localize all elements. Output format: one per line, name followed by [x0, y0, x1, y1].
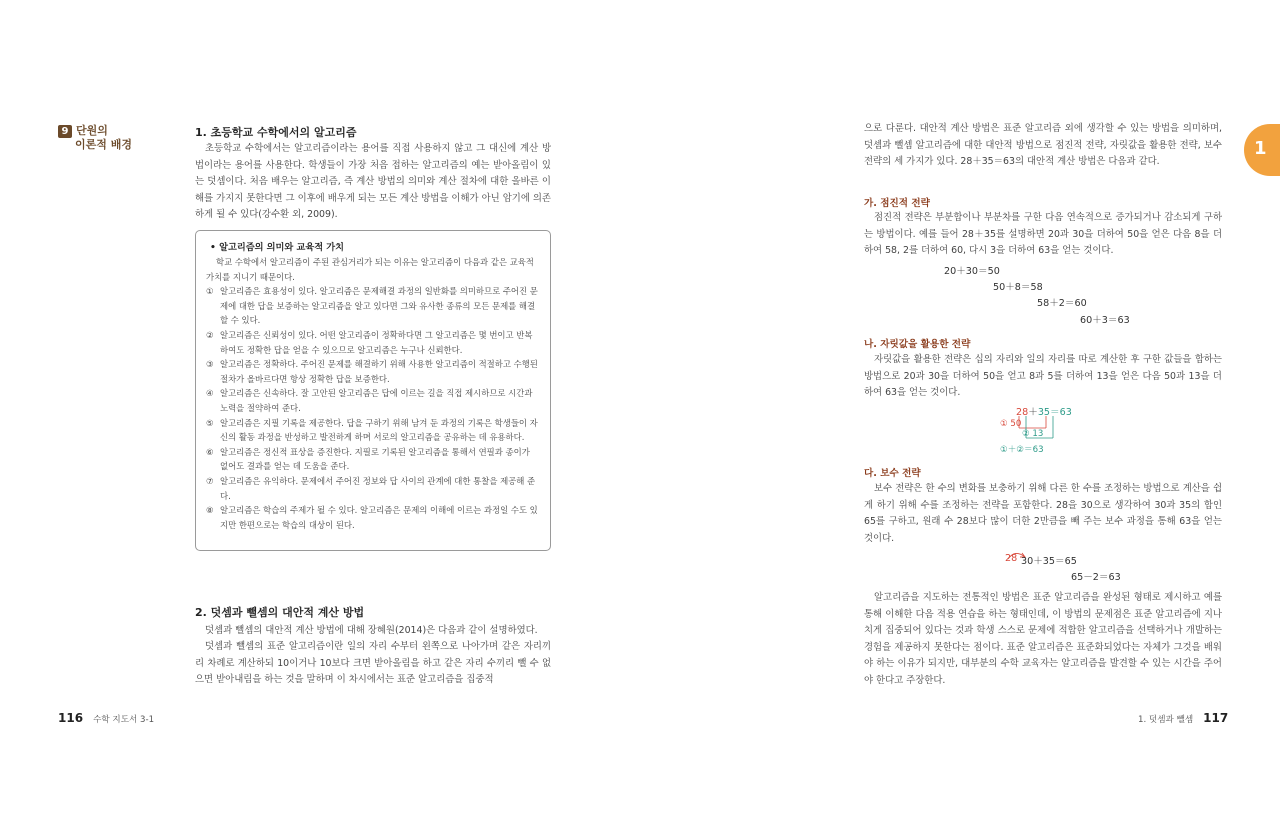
strategy-c-body: 보수 전략은 한 수의 변화를 보충하기 위해 다른 한 수를 조정하는 방법으로 계산을 쉽게 하기 위해 수를 조정하는 전략을 포함한다. 28을 30으로 생각하여 30과 35의 합인 65를 구하고, 원래 수 28보다 많이 더한 2만큼을 빼 주는 보수 과정을 통해 63을 얻는 것이다. — [864, 483, 1222, 544]
left-footer — [58, 711, 154, 725]
page-number-left: 116 — [58, 711, 84, 725]
box-item-number: ③ — [206, 359, 214, 370]
section-1-body: 초등학교 수학에서는 알고리즘이라는 용어를 직접 사용하지 않고 그 대신에 계산 방법이라는 용어를 사용한다. 학생들이 가장 처음 접하는 알고리즘의 예는 받아올림이 있는 덧셈이다. 처음 배우는 알고리즘, 즉 계산 방법의 의미와 계산 절차에 대한 올바른 이해를 가지지 못한다면 그 이후에 배우게 되는 모든 계산 방법을 이해가 아닌 암기에 의존하게 될 수 있다(강수환 외, 2009). — [195, 143, 551, 220]
box-item-number: ⑧ — [206, 505, 214, 516]
chapter-title: 1. 덧셈과 뺄셈 — [1138, 715, 1194, 725]
unit-badge-title-2: 이론적 배경 — [75, 138, 132, 151]
box-item-text: 알고리즘은 정신적 표상을 증진한다. 지필로 기록된 알고리즘을 통해서 연필과 종이가 없어도 결과를 얻는 데 도움을 준다. — [220, 446, 530, 472]
diagram-num-35: 35 — [1037, 407, 1051, 418]
box-item-number: ① — [206, 286, 214, 297]
box-item — [206, 357, 540, 386]
box-intro: 학교 수학에서 알고리즘이 주된 관심거리가 되는 이유는 알고리즘이 다음과 같은 교육적 가치를 지니기 때문이다. — [206, 257, 534, 282]
box-item — [206, 445, 540, 474]
diagram-partial-2: ② 13 — [1022, 429, 1044, 439]
section-2-p1: 덧셈과 뺄셈의 대안적 계산 방법에 대해 장혜원(2014)은 다음과 같이 설명하였다. — [205, 625, 538, 636]
book-title: 수학 지도서 3-1 — [93, 715, 155, 725]
strategy-c-title: 다. 보수 전략 — [864, 468, 921, 479]
section-2-p2: 덧셈과 뺄셈의 표준 알고리즘이란 일의 자리 수부터 왼쪽으로 나아가며 같은 자리끼리 차례로 계산하되 10이거나 10보다 크면 받아올림을 하고 같은 자리 수끼리 뺄 수 없으면 받아내림을 하는 것을 말하며 이 차시에서는 표준 알고리즘을 집중적 — [195, 641, 551, 685]
strategy-a-body: 점진적 전략은 부분합이나 부분차를 구한 다음 연속적으로 증가되거나 감소되게 구하는 방법이다. 예를 들어 28＋35를 설명하면 20과 30을 더하여 50을 얻은 다음 8을 더하여 58, 2를 더하여 60, 다시 3을 더하여 63을 얻는 것이다. — [864, 212, 1222, 256]
unit-badge-number: 9 — [58, 125, 72, 138]
diagram-partial-1: ① 50 — [1000, 419, 1022, 429]
equation-a1: 20＋30＝50 — [944, 266, 1000, 277]
box-item-number: ⑥ — [206, 446, 214, 457]
box-item — [206, 474, 540, 503]
section-1-title: 1. 초등학교 수학에서의 알고리즘 — [195, 126, 357, 139]
chapter-tab-number: 1 — [1254, 138, 1267, 159]
box-item — [206, 503, 540, 532]
equation-a3: 58＋2＝60 — [1037, 298, 1087, 309]
box-items — [206, 284, 540, 532]
algorithm-value-box — [195, 230, 551, 551]
diagram-plus: ＋ — [1028, 407, 1038, 418]
box-item — [206, 386, 540, 415]
box-item-text: 알고리즘은 신뢰성이 있다. 어떤 알고리즘이 정확하다면 그 알고리즘은 몇 번이고 반복하여도 정확한 답을 얻을 수 있으므로 알고리즘은 누구나 신뢰한다. — [220, 329, 533, 355]
intro-paragraph: 으로 다룬다. 대안적 계산 방법은 표준 알고리즘 외에 생각할 수 있는 방법을 의미하며, 덧셈과 뺄셈 알고리즘에 대한 대안적 방법으로 점진적 전략, 자릿값을 활용한 전략, 보수 전략의 세 가지가 있다. 28＋35＝63의 대안적 계산 방법은 다음과 같다. — [864, 123, 1222, 167]
box-item-text: 알고리즘은 유익하다. 문제에서 주어진 정보와 답 사이의 관계에 대한 통찰을 제공해 준다. — [220, 475, 536, 501]
box-item-text: 알고리즘은 정확하다. 주어진 문제를 해결하기 위해 사용한 알고리즘이 적절하고 수행된 절차가 올바르다면 항상 정확한 답을 보증한다. — [220, 359, 538, 384]
box-item-number: ④ — [206, 388, 214, 399]
diagram-sum: ①＋②＝63 — [1000, 445, 1044, 455]
diagram-result: ＝63 — [1050, 407, 1072, 418]
unit-badge — [58, 124, 168, 152]
box-item-text: 알고리즘은 효용성이 있다. 알고리즘은 문제해결 과정의 일반화를 의미하므로 주어진 문제에 대한 답을 보증하는 알고리즘을 알고 있다면 그와 유사한 종류의 모든 문제를 해결할 수 있다. — [220, 286, 538, 326]
equation-a4: 60＋3＝63 — [1080, 315, 1130, 326]
unit-badge-title-1: 단원의 — [76, 124, 108, 137]
complement-adjusted: 30＋35＝65 — [1021, 556, 1077, 567]
closing-paragraph: 알고리즘을 지도하는 전통적인 방법은 표준 알고리즘을 완성된 형태로 제시하고 예를 통해 이해한 다음 적용 연습을 하는 형태인데, 이 방법의 문제점은 표준 알고리즘에 지나치게 집중되어 있다는 것과 학생 스스로 문제에 적합한 알고리즘을 선택하거나 개발하는 경험을 제공하지 못한다는 점이다. 표준 알고리즘은 표준화되었다는 자체가 그것을 배워야 하는 이유가 되지만, 대부분의 수학 교육자는 알고리즘을 발견할 수 있는 시간을 주어야 한다고 주장한다. — [864, 592, 1222, 686]
box-item-number: ⑦ — [206, 475, 214, 486]
box-item-text: 알고리즘은 신속하다. 잘 고안된 알고리즘은 답에 이르는 길을 직접 제시하므로 시간과 노력을 절약하여 준다. — [220, 388, 533, 413]
place-value-diagram — [998, 404, 1088, 456]
section-2-title: 2. 덧셈과 뺄셈의 대안적 계산 방법 — [195, 606, 365, 619]
box-item-text: 알고리즘은 학습의 주제가 될 수 있다. 알고리즘은 문제의 이해에 이르는 과정일 수도 있지만 한편으로는 학습의 대상이 된다. — [220, 505, 538, 530]
page-number-right: 117 — [1203, 711, 1229, 725]
box-item-number: ⑤ — [206, 417, 214, 428]
box-item-number: ② — [206, 329, 214, 340]
box-item — [206, 284, 540, 328]
complement-original: 28 — [1005, 553, 1018, 564]
box-item-text: 알고리즘은 지필 기록을 제공한다. 답을 구하기 위해 남겨 둔 과정의 기록은 학생들이 자신의 활동 과정을 반성하고 발전하게 하며 서로의 알고리즘을 공유하는 데 유용하다. — [220, 417, 538, 443]
box-item — [206, 416, 540, 445]
strategy-a-title: 가. 점진적 전략 — [864, 198, 930, 209]
strategy-b-body: 자릿값을 활용한 전략은 십의 자리와 일의 자리를 따로 계산한 후 구한 값들을 합하는 방법으로 20과 30을 더하여 50을 얻고 8과 5를 더하여 13을 얻은 다음 50과 13을 더하여 63을 얻는 것이다. — [864, 354, 1222, 398]
right-footer — [1138, 711, 1228, 725]
strategy-b-title: 나. 자릿값을 활용한 전략 — [864, 339, 971, 350]
complement-equation-2: 65－2＝63 — [1071, 572, 1121, 583]
box-title: • 알고리즘의 의미와 교육적 가치 — [210, 242, 345, 253]
equation-a2: 50＋8＝58 — [993, 282, 1043, 293]
box-item — [206, 328, 540, 357]
chapter-tab — [1244, 124, 1280, 176]
diagram-num-28: 28 — [1016, 407, 1029, 418]
